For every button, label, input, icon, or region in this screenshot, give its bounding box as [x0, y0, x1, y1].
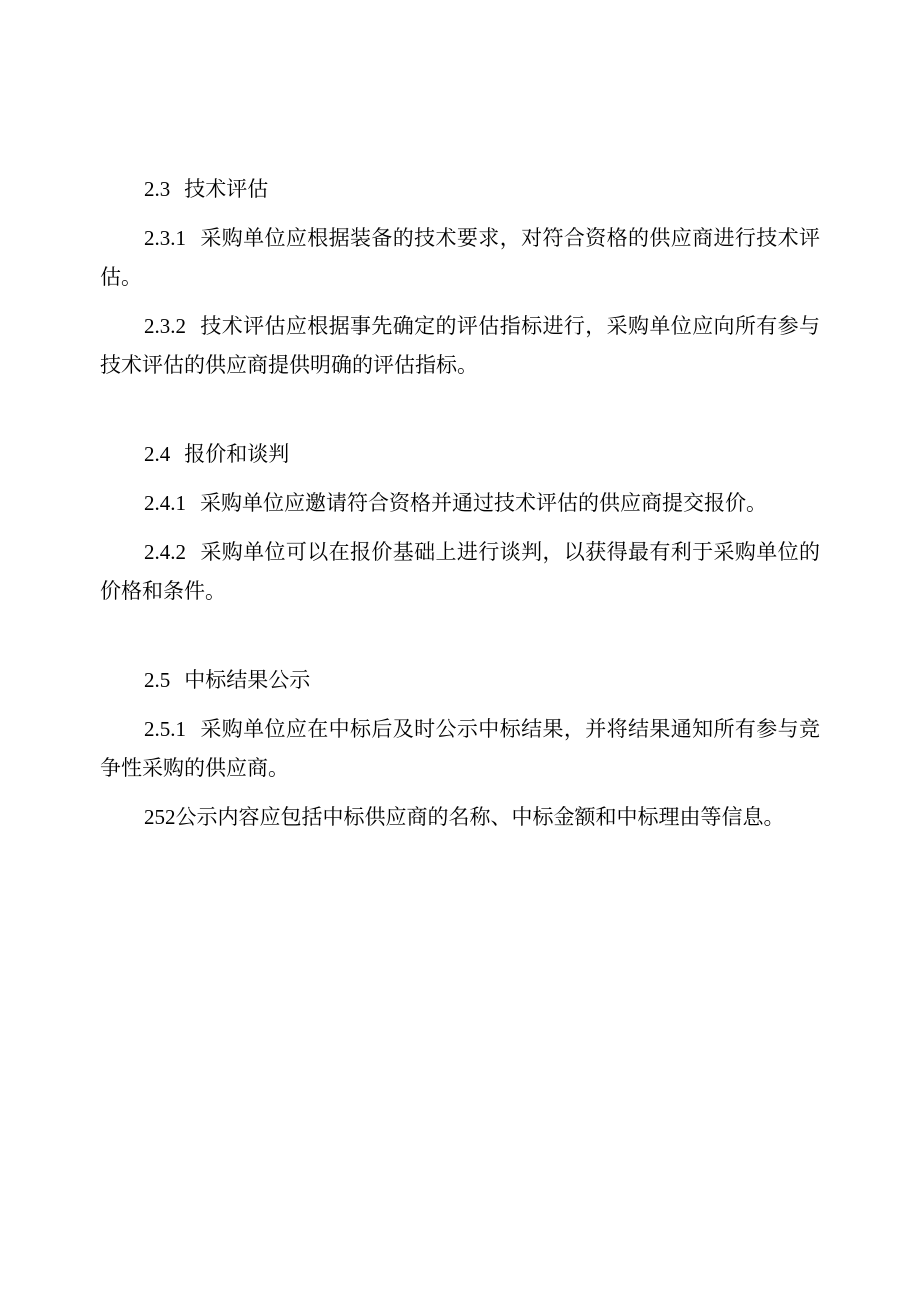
clause-text: 采购单位应根据装备的技术要求，对符合资格的供应商进行技术评估。 [100, 226, 820, 289]
section-heading [100, 661, 820, 700]
clause-number: 2.3.1 [144, 226, 186, 250]
clause-paragraph [100, 798, 820, 837]
document-body [100, 170, 820, 887]
clause-paragraph [100, 219, 820, 297]
clause-text: 采购单位应邀请符合资格并通过技术评估的供应商提交报价。 [200, 491, 767, 515]
clause-paragraph [100, 307, 820, 385]
section-number: 2.5 [144, 668, 171, 692]
clause-number: 2.3.2 [144, 314, 186, 338]
clause-paragraph [100, 710, 820, 788]
section-number: 2.3 [144, 177, 171, 201]
section-2-4 [100, 435, 820, 611]
clause-number: 252 [144, 805, 176, 829]
section-title: 技术评估 [184, 177, 269, 201]
clause-text: 公示内容应包括中标供应商的名称、中标金额和中标理由等信息。 [175, 805, 785, 829]
clause-text: 采购单位应在中标后及时公示中标结果，并将结果通知所有参与竞争性采购的供应商。 [100, 717, 820, 780]
clause-paragraph [100, 484, 820, 523]
section-title: 中标结果公示 [184, 668, 311, 692]
clause-number: 2.5.1 [144, 717, 186, 741]
clause-number: 2.4.1 [144, 491, 186, 515]
section-2-5 [100, 661, 820, 837]
clause-text: 技术评估应根据事先确定的评估指标进行，采购单位应向所有参与技术评估的供应商提供明确的评估指标。 [100, 314, 820, 377]
clause-text: 采购单位可以在报价基础上进行谈判，以获得最有利于采购单位的价格和条件。 [100, 540, 820, 603]
section-heading [100, 170, 820, 209]
section-number: 2.4 [144, 442, 171, 466]
section-2-3 [100, 170, 820, 385]
section-heading [100, 435, 820, 474]
clause-number: 2.4.2 [144, 540, 186, 564]
section-title: 报价和谈判 [184, 442, 290, 466]
clause-paragraph [100, 533, 820, 611]
